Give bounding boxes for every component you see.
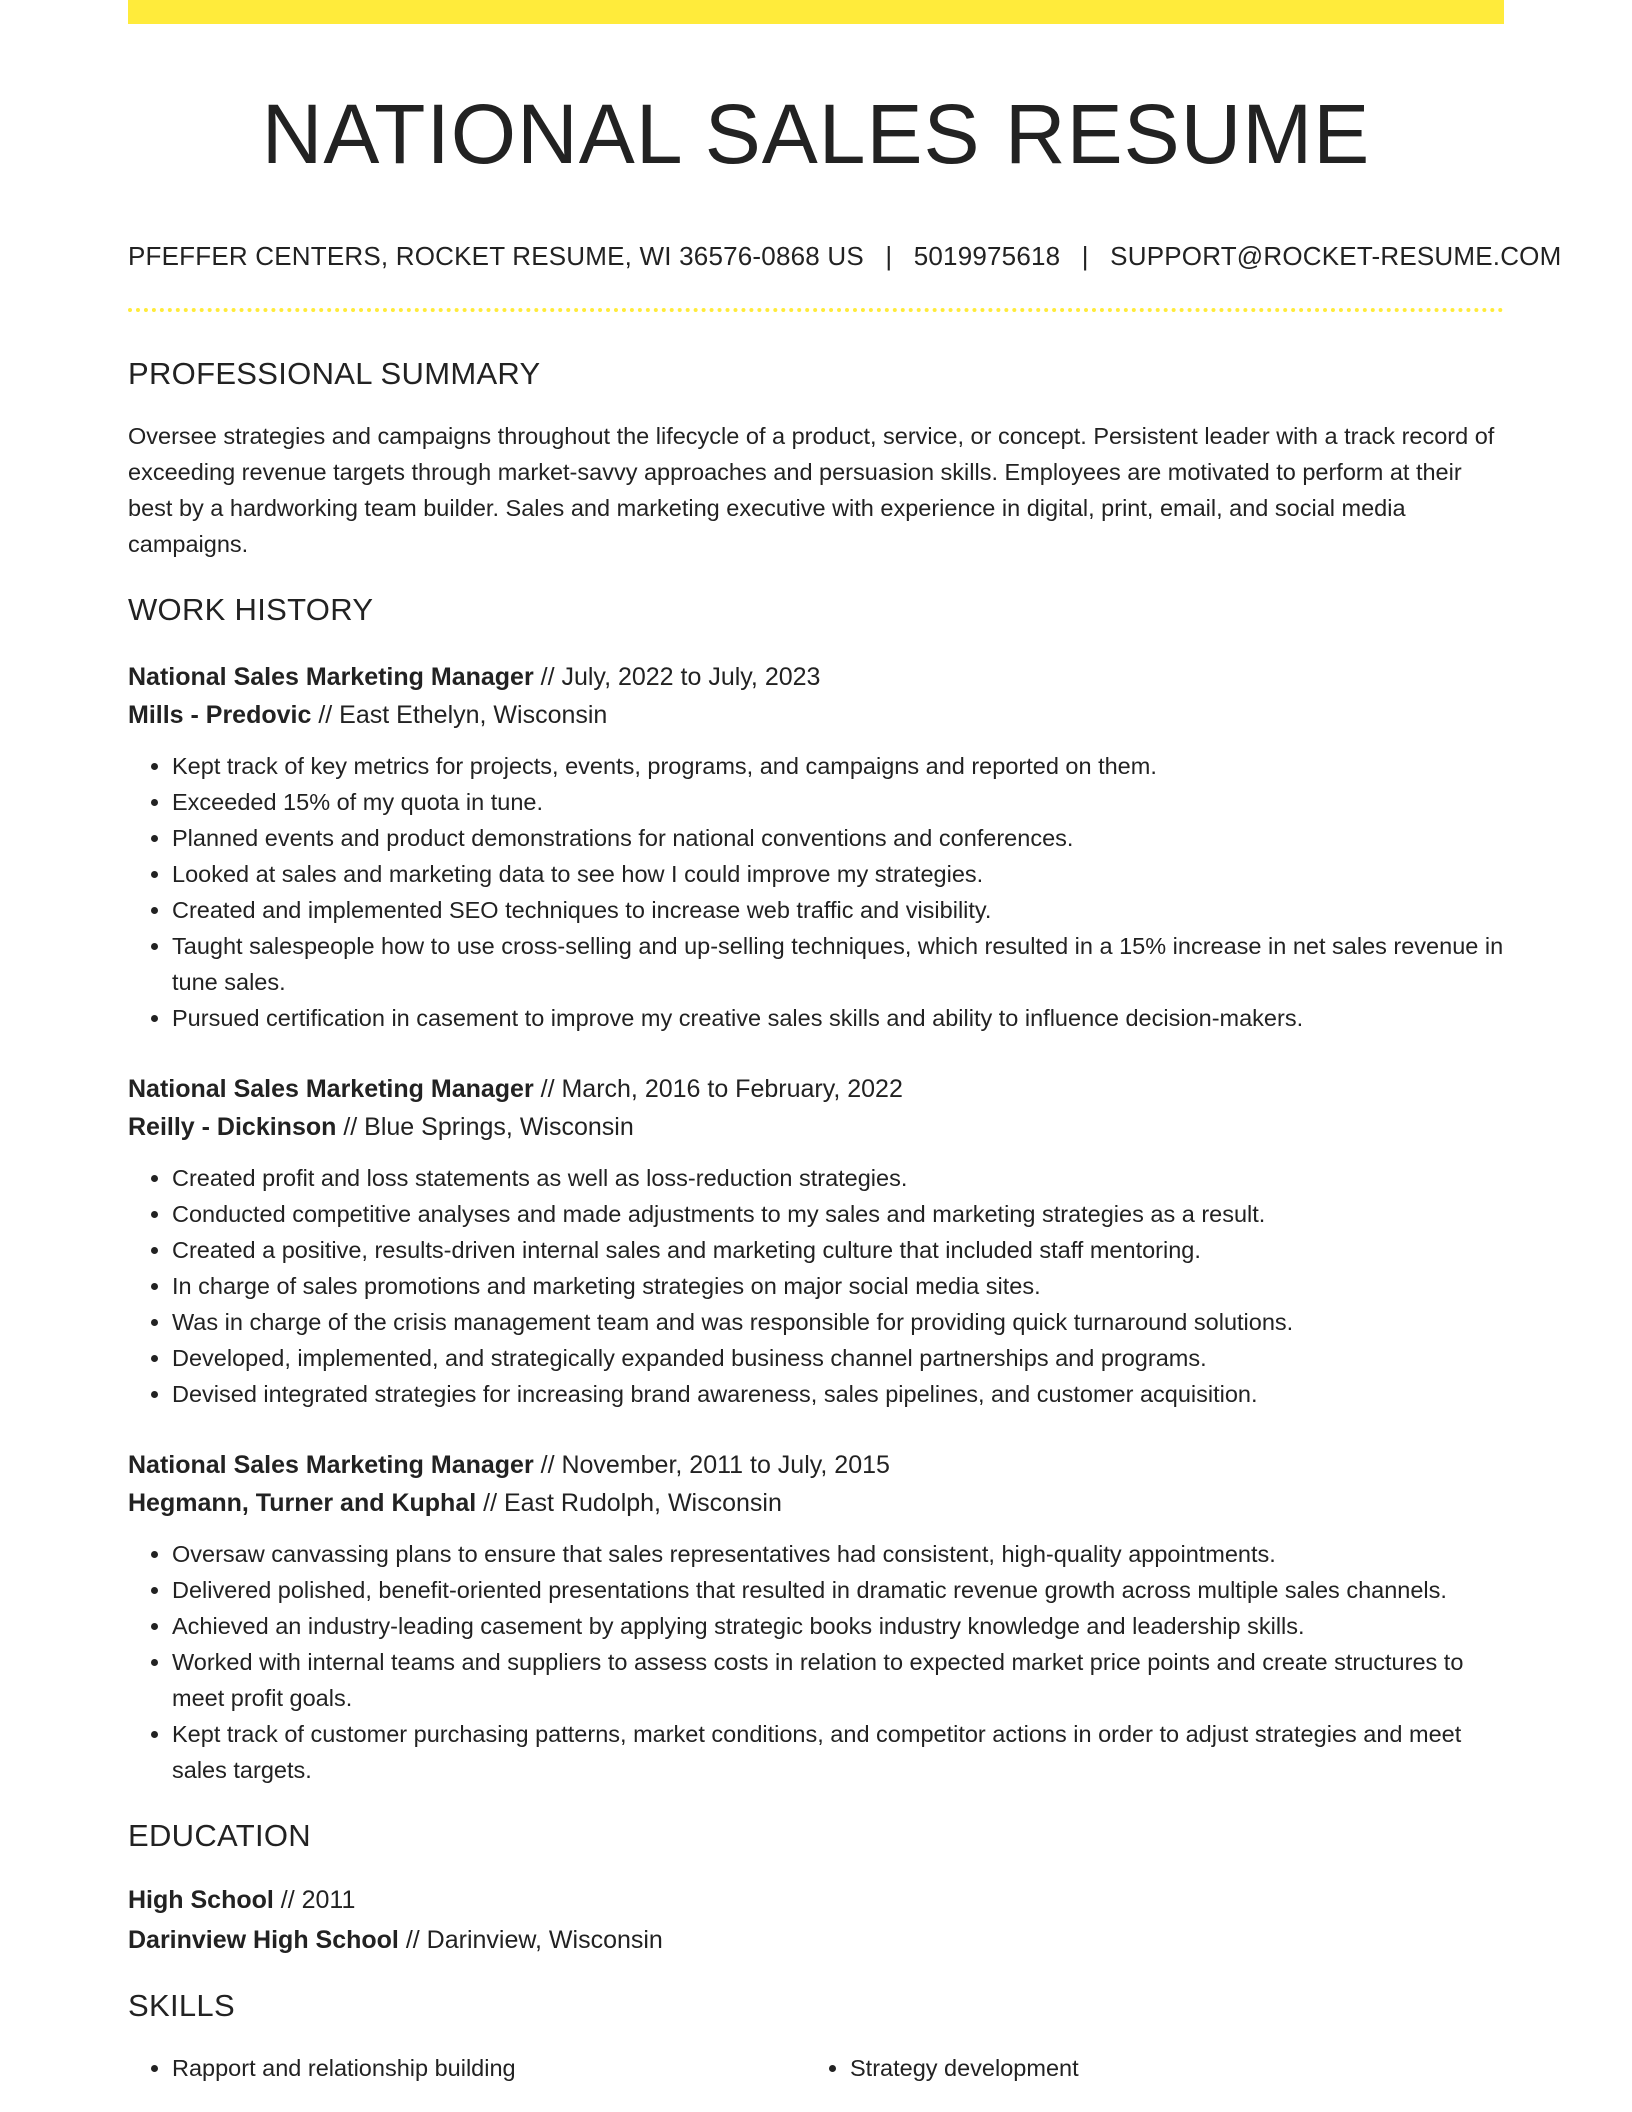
list-item: • Kept track of customer purchasing patterns, market conditions, and competitor actions in order to adjust strategies and meet sales targets. (172, 1716, 1504, 1788)
list-item: • Kept track of key metrics for projects, events, programs, and campaigns and reported on them. (172, 748, 1504, 784)
contact-separator: | (1081, 240, 1089, 271)
skills-column-right (806, 2050, 1484, 2086)
job-role-line (128, 658, 1504, 696)
job-dates: // November, 2011 to July, 2015 (533, 1450, 890, 1479)
skill-item: • Rapport and relationship building (172, 2050, 806, 2086)
list-item: • Pursued certification in casement to improve my creative sales skills and ability to influence decision-makers. (172, 1000, 1504, 1036)
job-company: Reilly - Dickinson (128, 1112, 337, 1141)
job-entry (128, 1070, 1504, 1412)
education-location: // Darinview, Wisconsin (398, 1925, 663, 1954)
list-item: • Devised integrated strategies for increasing brand awareness, sales pipelines, and customer acquisition. (172, 1376, 1504, 1412)
job-entry (128, 658, 1504, 1036)
job-role-line (128, 1446, 1504, 1484)
education-school: Darinview High School (128, 1925, 399, 1954)
job-company-line (128, 696, 1504, 734)
job-bullets (128, 1536, 1504, 1788)
job-company: Mills - Predovic (128, 700, 312, 729)
list-item: • Looked at sales and marketing data to see how I could improve my strategies. (172, 856, 1504, 892)
contact-email: SUPPORT@ROCKET-RESUME.COM (1110, 240, 1562, 271)
list-item: • Achieved an industry-leading casement by applying strategic books industry knowledge and leadership skills. (172, 1608, 1504, 1644)
list-item: • Created a positive, results-driven internal sales and marketing culture that included staff mentoring. (172, 1232, 1504, 1268)
education-year: // 2011 (273, 1885, 356, 1914)
job-location: // East Rudolph, Wisconsin (476, 1488, 782, 1517)
contact-separator: | (885, 240, 893, 271)
skill-item: • Strategy development (850, 2050, 1484, 2086)
list-item: • Delivered polished, benefit-oriented presentations that resulted in dramatic revenue growth across multiple sales channels. (172, 1572, 1504, 1608)
job-role: National Sales Marketing Manager (128, 1074, 534, 1103)
list-item: • Taught salespeople how to use cross-selling and up-selling techniques, which resulted in a 15% increase in net sales revenue in tune sales. (172, 928, 1504, 1000)
job-company-line (128, 1108, 1504, 1146)
job-company-line (128, 1484, 1504, 1522)
list-item: • Conducted competitive analyses and made adjustments to my sales and marketing strategies as a result. (172, 1196, 1504, 1232)
job-dates: // July, 2022 to July, 2023 (533, 662, 821, 691)
skills-list (128, 2050, 1504, 2086)
resume-page (128, 0, 1562, 2086)
section-title-skills: SKILLS (128, 1987, 235, 2023)
list-item: • Worked with internal teams and suppliers to assess costs in relation to expected market price points and create structures to meet profit goals. (172, 1644, 1504, 1716)
education-degree-line (128, 1880, 1504, 1920)
list-item: • Planned events and product demonstrations for national conventions and conferences. (172, 820, 1504, 856)
job-location: // Blue Springs, Wisconsin (336, 1112, 634, 1141)
summary-text: Oversee strategies and campaigns throughout the lifecycle of a product, service, or concept. Persistent leader with a track record of exceeding revenue targets through market-savvy approaches and persuasion skills. Employees are motivated to perform at their best by a hardworking team builder. Sales and marketing executive with experience in digital, print, email, and social media campaigns. (128, 422, 1495, 557)
accent-top-bar (128, 0, 1504, 24)
job-dates: // March, 2016 to February, 2022 (533, 1074, 903, 1103)
contact-phone: 5019975618 (913, 240, 1061, 271)
dotted-divider (128, 308, 1504, 312)
list-item: • Was in charge of the crisis management team and was responsible for providing quick turnaround solutions. (172, 1304, 1504, 1340)
list-item: • Oversaw canvassing plans to ensure that sales representatives had consistent, high-quality appointments. (172, 1536, 1504, 1572)
job-location: // East Ethelyn, Wisconsin (311, 700, 608, 729)
job-entry (128, 1446, 1504, 1788)
job-bullets (128, 748, 1504, 1036)
list-item: • Developed, implemented, and strategically expanded business channel partnerships and programs. (172, 1340, 1504, 1376)
education-school-line (128, 1920, 1504, 1960)
list-item: • Created profit and loss statements as well as loss-reduction strategies. (172, 1160, 1504, 1196)
skills-column-left (128, 2050, 806, 2086)
list-item: • In charge of sales promotions and marketing strategies on major social media sites. (172, 1268, 1504, 1304)
education-entry (128, 1880, 1504, 1960)
list-item: • Exceeded 15% of my quota in tune. (172, 784, 1504, 820)
job-bullets (128, 1160, 1504, 1412)
list-item: • Created and implemented SEO techniques to increase web traffic and visibility. (172, 892, 1504, 928)
job-role: National Sales Marketing Manager (128, 662, 534, 691)
job-role: National Sales Marketing Manager (128, 1450, 534, 1479)
contact-address: PFEFFER CENTERS, ROCKET RESUME, WI 36576-0868 US (128, 240, 864, 271)
resume-title: NATIONAL SALES RESUME (261, 87, 1371, 181)
section-title-summary: PROFESSIONAL SUMMARY (128, 355, 541, 391)
job-company: Hegmann, Turner and Kuphal (128, 1488, 477, 1517)
section-title-education: EDUCATION (128, 1817, 311, 1853)
section-title-work-history: WORK HISTORY (128, 591, 374, 627)
education-degree: High School (128, 1885, 274, 1914)
contact-line (128, 240, 1562, 272)
job-role-line (128, 1070, 1504, 1108)
